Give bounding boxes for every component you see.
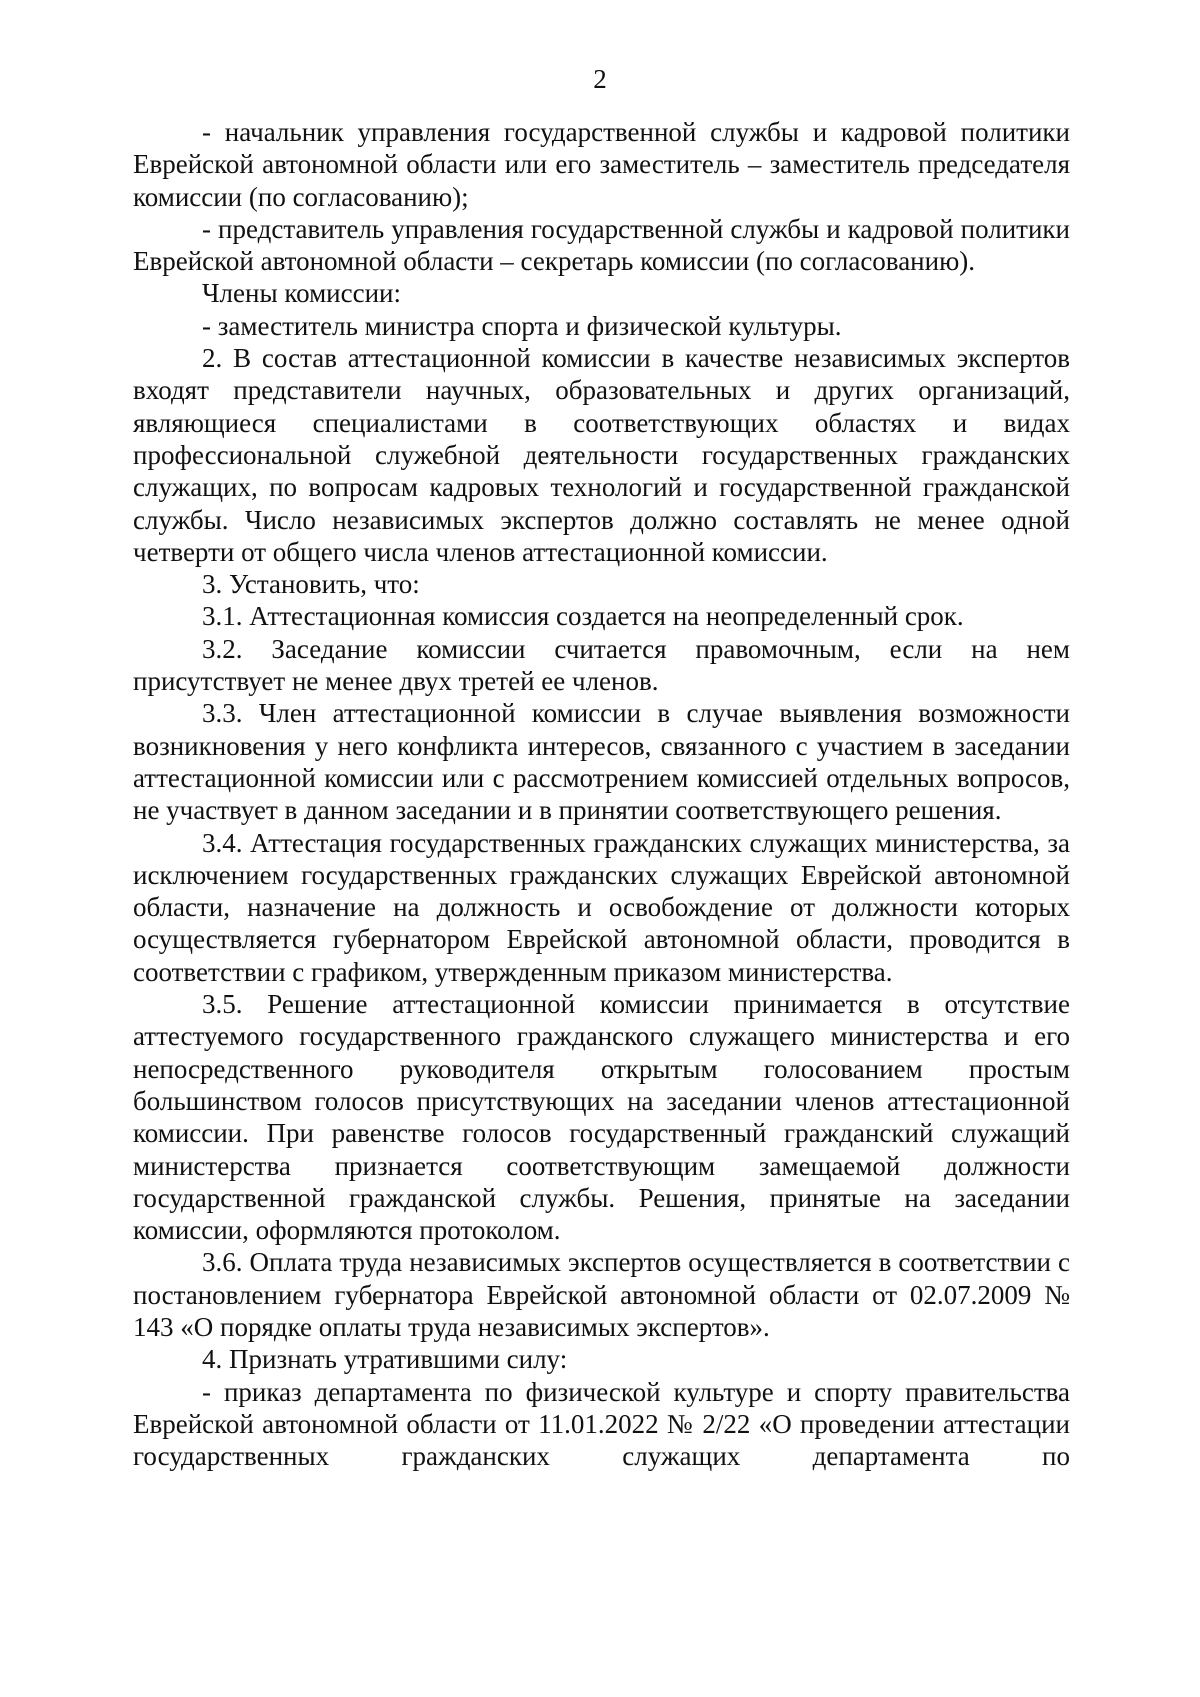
paragraph-section-3-1: 3.1. Аттестационная комиссия создается на неопределенный срок. [202,601,964,632]
paragraph-section-2: 2. В состав аттестационной комиссии в качестве независимых экспертов входят представители научных, образовательных и других организаций, являющиеся специалистами в соответствующих областях и видах профессиональной служебной деятельности государственных гражданских служащих, по вопросам кадровых технологий и государственной гражданской службы. Число независимых экспертов должно составлять не менее одной четверти от общего числа членов аттестационной комиссии. [133,343,1070,567]
paragraph-section-4: 4. Признать утратившими силу: [202,1344,568,1375]
document-body [133,116,1070,1472]
paragraph-section-3-5: 3.5. Решение аттестационной комиссии принимается в отсутствие аттестуемого государственного гражданского служащего министерства и его непосредственного руководителя открытым голосованием простым большинством голосов присутствующих на заседании членов аттестационной комиссии. При равенстве голосов государственный гражданский служащий министерства признается соответствующим замещаемой должности государственной гражданской службы. Решения, принятые на заседании комиссии, оформляются протоколом. [133,989,1070,1246]
page-number: 2 [593,64,607,94]
paragraph-member-deputy-minister: - заместитель министра спорта и физической культуры. [202,310,842,341]
paragraph-section-3-2: 3.2. Заседание комиссии считается правомочным, если на нем присутствует не менее двух третей ее членов. [133,633,1070,697]
paragraph-members-heading: Члены комиссии: [202,278,401,309]
paragraph-section-3-6: 3.6. Оплата труда независимых экспертов осуществляется в соответствии с постановлением губернатора Еврейской автономной области от 02.07.2009 № 143 «О порядке оплаты труда независимых экспертов». [133,1247,1070,1342]
paragraph-section-3-3: 3.3. Член аттестационной комиссии в случае выявления возможности возникновения у него конфликта интересов, связанного с участием в заседании аттестационной комиссии или с рассмотрением комиссией отдельных вопросов, не участвует в данном заседании и в принятии соответствующего решения. [133,698,1070,826]
paragraph-deputy-chair: - начальник управления государственной службы и кадровой политики Еврейской автономной области или его заместитель – заместитель председателя комиссии (по согласованию); [133,117,1070,212]
paragraph-section-3: 3. Установить, что: [202,569,420,600]
paragraph-repealed-order: - приказ департамента по физической культуре и спорту правительства Еврейской автономной области от 11.01.2022 № 2/22 «О проведении аттестации государственных гражданских служащих департамента по [133,1376,1070,1472]
paragraph-secretary: - представитель управления государственной службы и кадровой политики Еврейской автономной области – секретарь комиссии (по согласованию). [133,213,1070,277]
paragraph-section-3-4: 3.4. Аттестация государственных гражданских служащих министерства, за исключением государственных гражданских служащих Еврейской автономной области, назначение на должность и освобождение от должности которых осуществляется губернатором Еврейской автономной области, проводится в соответствии с графиком, утвержденным приказом министерства. [133,827,1070,987]
